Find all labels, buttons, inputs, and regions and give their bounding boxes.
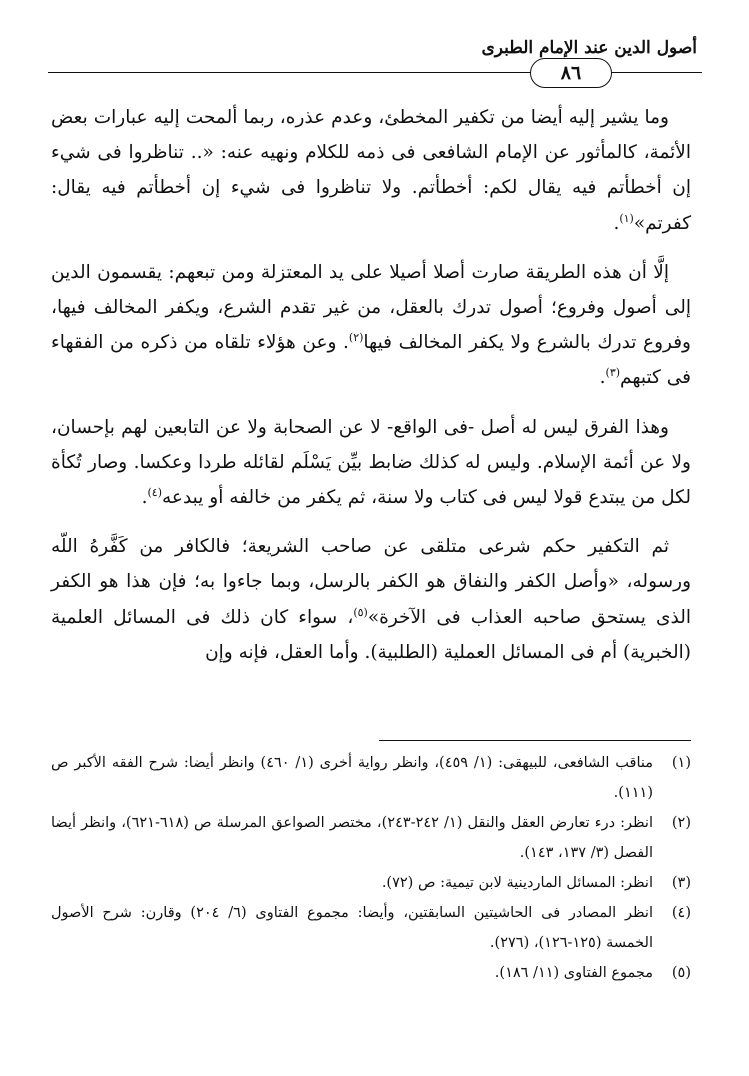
footnote-ref-2: (٢) <box>348 331 364 345</box>
footnote-ref-1: (١) <box>619 211 634 225</box>
footnote-number: (٥) <box>671 965 691 981</box>
paragraph-4-text: ثم التكفير حكم شرعى متلقى عن صاحب الشريعة؛ فالكافر من كَفَّرهُ اللّه ورسوله، «وأصل الكفر والنفاق هو الكفر بالرسل، وبما جاءوا به؛ فإن هذا هو الكفر الذى يستحق صاحبه العذاب فى الآخرة» <box>51 536 691 628</box>
footnotes <box>51 748 691 988</box>
footnote-text: مجموع الفتاوى (١١/ ١٨٦). <box>494 965 653 981</box>
paragraph-1-text: وما يشير إليه أيضا من تكفير المخطئ، وعدم عذره، ربما ألمحت إليه عبارات بعض الأئمة، كالمأثور عن الإمام الشافعى فى ذمه للكلام ونهيه عنه: «.. تناظروا فى شيء إن أخطأتم فيه يقال لكم: أخطأتم. ولا تناظروا فى شيء إن أخطأتم فيه يقال: كفرتم» <box>51 107 691 234</box>
paragraph-3-text: وهذا الفرق ليس له أصل -فى الواقع- لا عن الصحابة ولا عن التابعين لهم بإحسان، ولا عن أئمة الإسلام. وليس له كذلك ضابط بيِّن يَسْلَم لقائله طردا وعكسا. وصار تُكأة لكل من يبتدع قولا ليس فى كتاب ولا سنة، ثم يكفر من خالفه أو يبدعه <box>51 416 691 509</box>
footnote-item <box>51 958 691 988</box>
footnote-ref-5: (٥) <box>353 605 368 619</box>
footnote-rule <box>379 740 691 741</box>
body-text <box>51 100 691 684</box>
footnote-text: انظر المصادر فى الحاشيتين السابقتين، وأيضا: مجموع الفتاوى (٦/ ٢٠٤) وقارن: شرح الأصول الخمسة (١٢٥-١٢٦)، (٢٧٦). <box>51 905 653 951</box>
footnote-ref-3: (٣) <box>605 366 621 380</box>
page-number: ٨٦ <box>530 58 612 88</box>
paragraph-4 <box>51 529 691 670</box>
footnote-item <box>51 898 691 958</box>
footnote-text: انظر: المسائل الماردينية لابن تيمية: ص (٧٢). <box>381 875 653 891</box>
paragraph-3-period: . <box>141 487 148 509</box>
footnote-number: (١) <box>671 755 691 771</box>
paragraph-2-period: . <box>599 367 606 389</box>
footnote-text: مناقب الشافعى، للبيهقى: (١/ ٤٥٩)، وانظر رواية أخرى (١/ ٤٦٠) وانظر أيضا: شرح الفقه الأكبر ص (١١١). <box>51 755 654 801</box>
footnote-number: (٤) <box>671 905 691 921</box>
paragraph-1-period: . <box>613 212 620 234</box>
footnote-item <box>51 748 691 808</box>
paragraph-2-text: إلَّا أن هذه الطريقة صارت أصلا أصيلا على يد المعتزلة ومن تبعهم: يقسمون الدين إلى أصول وفروع؛ أصول تدرك بالعقل، من غير تقدم الشرع، ويكفر المخالف فيها، وفروع تدرك بالشرع ولا يكفر المخالف فيها <box>51 261 691 354</box>
footnote-item <box>51 808 691 868</box>
paragraph-2 <box>51 255 691 396</box>
footnote-item <box>51 868 691 898</box>
footnote-text: انظر: درء تعارض العقل والنقل (١/ ٢٤٢-٢٤٣)، مختصر الصواعق المرسلة ص (٦١٨-٦٢١)، وانظر أيضا الفصل (٣/ ١٣٧، ١٤٣). <box>51 815 653 861</box>
paragraph-2-tail: . وعن هؤلاء تلقاه من ذكره من الفقهاء فى كتبهم <box>51 332 691 389</box>
footnote-ref-4: (٤) <box>147 485 162 499</box>
paragraph-3 <box>51 410 691 516</box>
paragraph-1 <box>51 100 691 241</box>
footnote-number: (٢) <box>671 815 691 831</box>
running-title: أصول الدين عند الإمام الطبرى <box>481 38 697 58</box>
footnote-number: (٣) <box>671 875 691 891</box>
paragraph-4-tail: ، سواء كان ذلك فى المسائل العلمية (الخبرية) أم فى المسائل العملية (الطلبية). وأما العقل، فإنه وإن <box>51 606 691 663</box>
